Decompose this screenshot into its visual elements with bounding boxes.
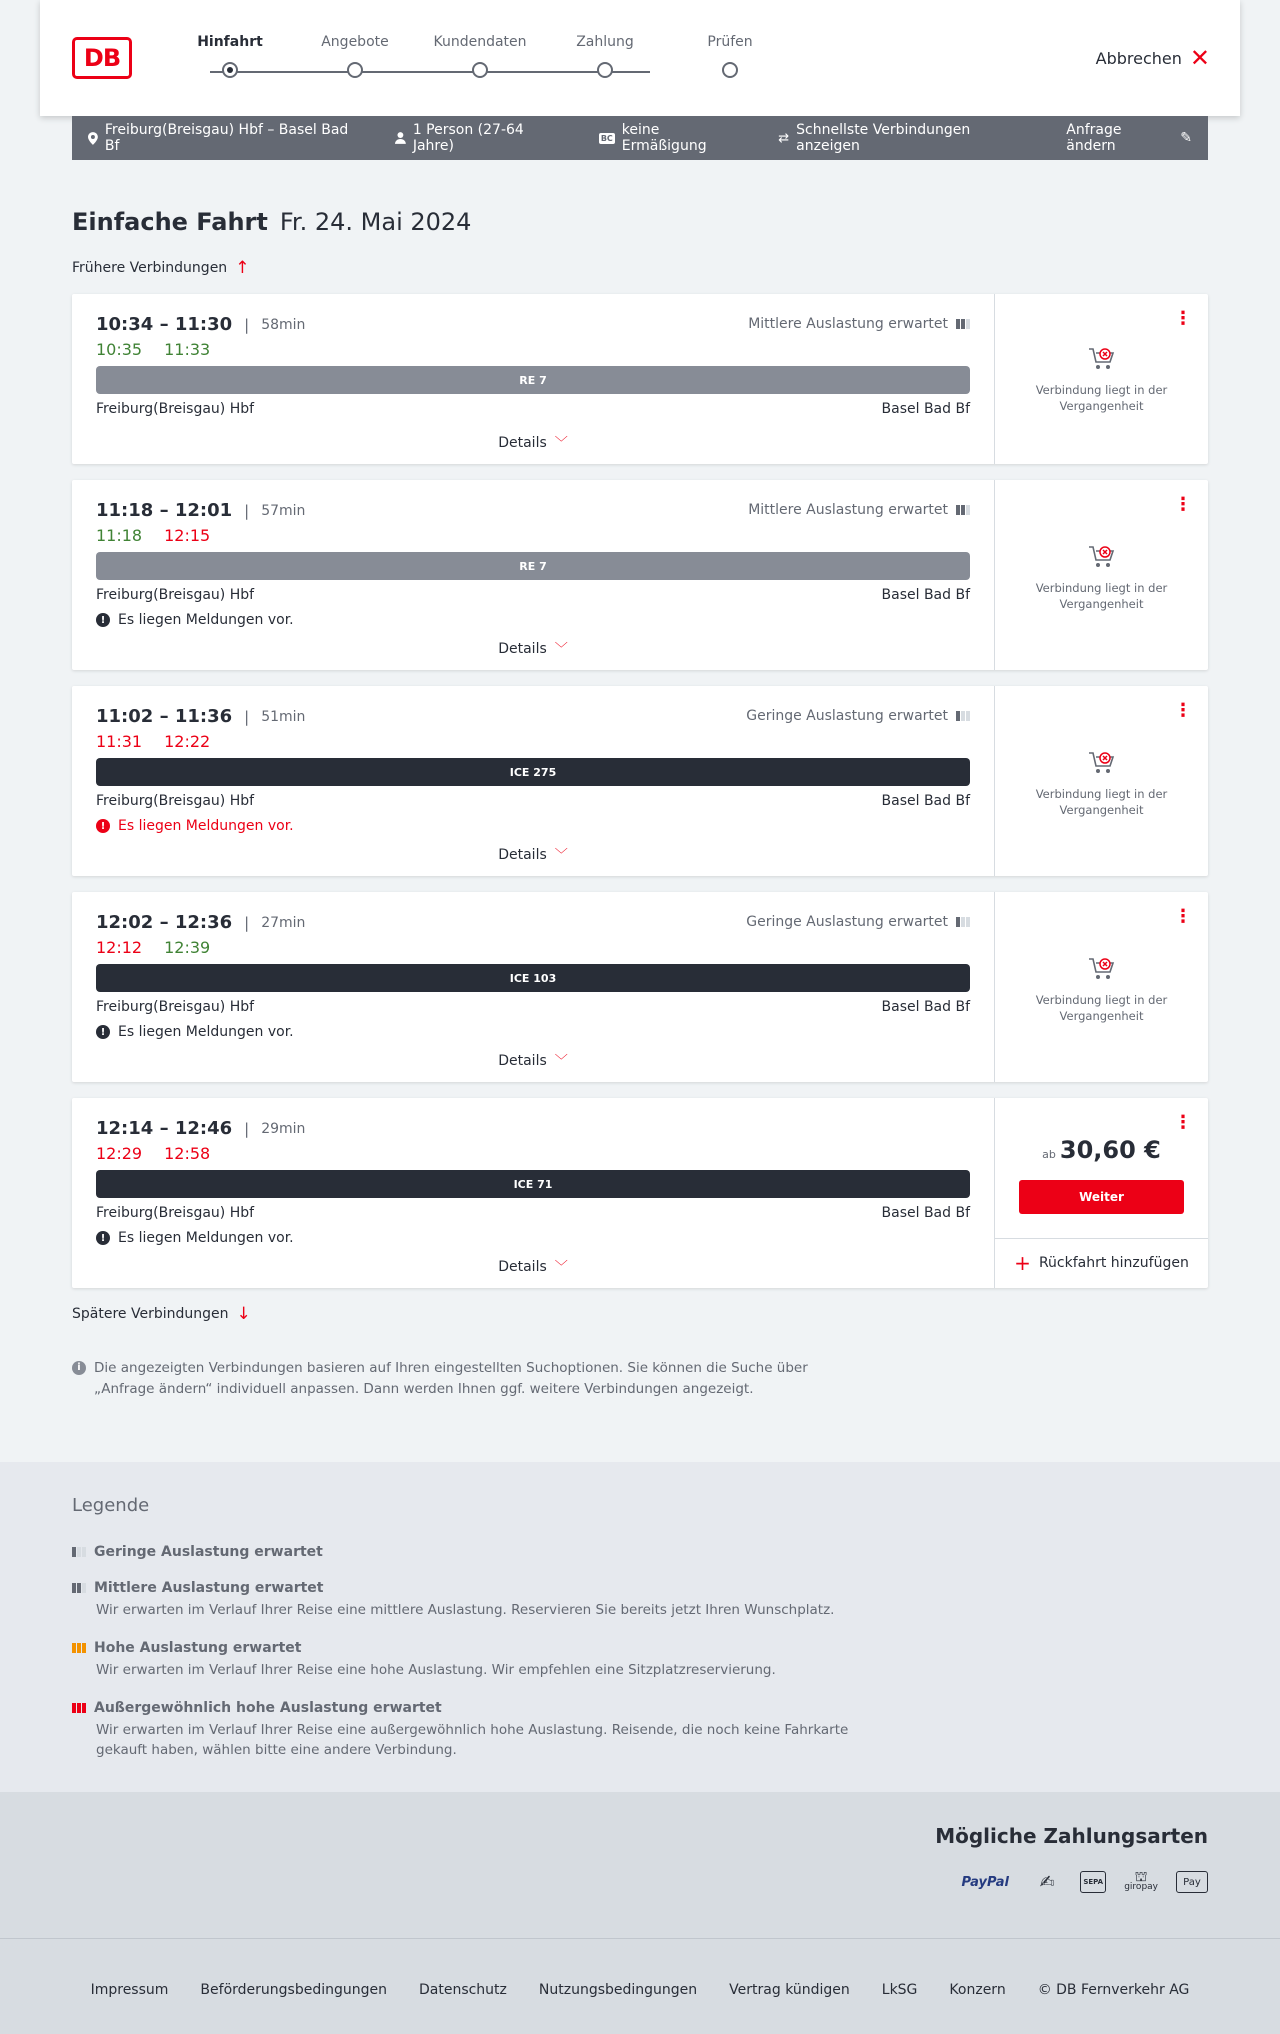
giropay-building-icon: ⛫ xyxy=(1134,1869,1148,1885)
footer-links xyxy=(0,1982,1280,1998)
cancel-label: Abbrechen xyxy=(1095,48,1182,68)
planned-times-text: 11:18 – 12:01 xyxy=(96,500,233,521)
offer-panel xyxy=(994,1098,1208,1288)
legend-title: Legende xyxy=(72,1495,150,1516)
divider: | xyxy=(244,913,250,932)
apple-pay-icon xyxy=(1176,1871,1208,1893)
more-options-icon[interactable]: ⋮ xyxy=(1174,906,1192,927)
occupancy-text: Mittlere Auslastung erwartet xyxy=(748,502,948,518)
connection-card xyxy=(72,892,1208,1082)
add-return-label: Rückfahrt hinzufügen xyxy=(1038,1254,1189,1271)
details-toggle[interactable] xyxy=(72,432,994,451)
origin-station: Freiburg(Breisgau) Hbf xyxy=(96,1205,255,1221)
discount-text: keine Ermäßigung xyxy=(621,122,707,154)
realtime-times xyxy=(96,526,210,545)
connection-main xyxy=(72,686,994,876)
footer-link-lksg[interactable]: LkSG xyxy=(881,1982,918,1998)
payment-title: Mögliche Zahlungsarten xyxy=(935,1824,1208,1848)
occupancy-indicator xyxy=(746,914,970,930)
price-value: 30,60 € xyxy=(1059,1136,1161,1164)
giropay-label: giropay xyxy=(1124,1882,1158,1892)
planned-times xyxy=(96,314,305,335)
train-bar[interactable]: RE 7 xyxy=(96,366,970,394)
realtime-departure: 11:31 xyxy=(96,732,143,751)
details-label: Details xyxy=(498,1053,547,1069)
occupancy-indicator xyxy=(748,316,970,332)
duration: 57min xyxy=(261,502,306,519)
occupancy-icon xyxy=(956,319,970,329)
step-hinfahrt xyxy=(170,34,290,50)
earlier-connections-link[interactable] xyxy=(72,258,249,278)
legend-item-low xyxy=(72,1544,872,1560)
details-toggle[interactable] xyxy=(72,1256,994,1275)
alert-icon: ! xyxy=(96,1231,110,1245)
later-connections-link[interactable] xyxy=(72,1304,251,1324)
realtime-arrival: 12:22 xyxy=(164,732,211,751)
details-label: Details xyxy=(498,641,547,657)
realtime-arrival: 12:15 xyxy=(164,526,211,545)
later-connections-label: Spätere Verbindungen xyxy=(72,1306,229,1322)
stepper-line xyxy=(210,71,650,73)
bahncard-icon: BC xyxy=(600,133,613,143)
occupancy-indicator xyxy=(746,708,970,724)
origin-station: Freiburg(Breisgau) Hbf xyxy=(96,793,255,809)
destination-station: Basel Bad Bf xyxy=(881,999,970,1015)
duration: 51min xyxy=(261,708,306,725)
offer-panel xyxy=(994,294,1208,464)
legend-item-desc: Wir erwarten im Verlauf Ihrer Reise eine außergewöhnlich hohe Auslastung. Reisende, die noch keine Fahrkarte gekauft haben, wählen bitte eine andere Verbindung. xyxy=(96,1722,849,1758)
details-label: Details xyxy=(498,847,547,863)
legend-item-desc: Wir erwarten im Verlauf Ihrer Reise eine hohe Auslastung. Wir empfehlen eine Sitzplatzreservierung. xyxy=(96,1662,776,1678)
step-label: Prüfen xyxy=(707,34,753,50)
footer-link-befoerderungsbedingungen[interactable]: Beförderungsbedingungen xyxy=(200,1982,387,1998)
step-label: Hinfahrt xyxy=(197,34,263,50)
train-bar[interactable]: RE 7 xyxy=(96,552,970,580)
legend-item-title: Mittlere Auslastung erwartet xyxy=(94,1580,324,1596)
past-connection-notice xyxy=(995,956,1208,1024)
planned-times xyxy=(96,706,305,727)
divider: | xyxy=(244,707,250,726)
step-dot xyxy=(472,62,488,78)
info-icon: i xyxy=(72,1361,86,1375)
footer-link-datenschutz[interactable]: Datenschutz xyxy=(418,1982,507,1998)
footer-link-vertrag-kuendigen[interactable]: Vertrag kündigen xyxy=(729,1982,850,1998)
stations xyxy=(96,587,970,603)
footer-link-nutzungsbedingungen[interactable]: Nutzungsbedingungen xyxy=(538,1982,698,1998)
person-icon xyxy=(395,132,406,144)
chevron-down-icon: ﹀ xyxy=(554,642,568,657)
earlier-connections-label: Frühere Verbindungen xyxy=(72,260,228,276)
trip-date: Fr. 24. Mai 2024 xyxy=(279,208,472,236)
cancel-button[interactable] xyxy=(1096,46,1210,70)
cart-unavailable-icon xyxy=(1088,544,1116,570)
destination-station: Basel Bad Bf xyxy=(881,587,970,603)
page-title xyxy=(72,208,471,236)
close-icon: ✕ xyxy=(1189,44,1210,72)
legend-item-title: Hohe Auslastung erwartet xyxy=(94,1640,302,1656)
occupancy-high-icon xyxy=(72,1643,86,1653)
continue-button[interactable]: Weiter xyxy=(1019,1180,1184,1214)
occupancy-icon xyxy=(956,711,970,721)
duration: 58min xyxy=(261,316,306,333)
planned-times-text: 10:34 – 11:30 xyxy=(96,314,233,335)
occupancy-text: Geringe Auslastung erwartet xyxy=(746,914,948,930)
more-options-icon[interactable]: ⋮ xyxy=(1174,700,1192,721)
cart-unavailable-icon xyxy=(1088,750,1116,776)
fastest-summary xyxy=(778,122,1034,154)
step-dot xyxy=(722,62,738,78)
plus-icon: + xyxy=(1014,1250,1031,1275)
step-dot xyxy=(597,62,613,78)
footer xyxy=(0,1938,1280,2034)
apple-pay-label: Pay xyxy=(1183,1876,1201,1888)
planned-times-text: 12:14 – 12:46 xyxy=(96,1118,233,1139)
chevron-down-icon: ﹀ xyxy=(554,436,568,451)
service-message-text: Es liegen Meldungen vor. xyxy=(118,1230,294,1246)
train-bar[interactable]: ICE 103 xyxy=(96,964,970,992)
planned-times xyxy=(96,912,305,933)
giropay-icon xyxy=(1124,1870,1158,1894)
passenger-summary xyxy=(395,122,567,154)
realtime-times xyxy=(96,1144,210,1163)
price xyxy=(995,1136,1208,1164)
realtime-departure: 12:29 xyxy=(96,1144,143,1163)
connection-card xyxy=(72,1098,1208,1288)
db-logo[interactable]: DB xyxy=(72,37,132,79)
connection-main xyxy=(72,1098,994,1288)
destination-station: Basel Bad Bf xyxy=(881,401,970,417)
occupancy-text: Geringe Auslastung erwartet xyxy=(746,708,948,724)
details-toggle[interactable] xyxy=(72,638,994,657)
cart-unavailable-icon xyxy=(1088,346,1116,372)
past-text: Verbindung liegt in der Vergangenheit xyxy=(1035,383,1168,413)
planned-times-text: 11:02 – 11:36 xyxy=(96,706,233,727)
past-text: Verbindung liegt in der Vergangenheit xyxy=(1035,787,1168,817)
chevron-down-icon: ﹀ xyxy=(554,848,568,863)
service-message-text: Es liegen Meldungen vor. xyxy=(118,612,294,628)
fastest-text: Schnellste Verbindungen anzeigen xyxy=(796,122,971,154)
credit-card-signature-icon: ✍ xyxy=(1039,1871,1055,1893)
arrow-up-icon: ↑ xyxy=(235,258,250,278)
past-text: Verbindung liegt in der Vergangenheit xyxy=(1035,581,1168,611)
edit-request-button[interactable] xyxy=(1066,122,1192,154)
occupancy-indicator xyxy=(748,502,970,518)
route-text: Freiburg(Breisgau) Hbf – Basel Bad Bf xyxy=(104,122,349,154)
past-text: Verbindung liegt in der Vergangenheit xyxy=(1035,993,1168,1023)
step-zahlung xyxy=(545,34,665,50)
details-toggle[interactable] xyxy=(72,1050,994,1069)
search-info-text: Die angezeigten Verbindungen basieren auf Ihren eingestellten Suchoptionen. Sie können die Suche über „Anfrage ändern“ individuell anpassen. Dann werden Ihnen ggf. weitere Verbindungen angezeigt. xyxy=(94,1360,808,1397)
alert-icon: ! xyxy=(96,613,110,627)
legend-item-desc: Wir erwarten im Verlauf Ihrer Reise eine mittlere Auslastung. Reservieren Sie bereits jetzt Ihren Wunschplatz. xyxy=(96,1602,835,1618)
price-prefix: ab xyxy=(1042,1148,1056,1161)
connection-main xyxy=(72,480,994,670)
service-message xyxy=(96,818,294,834)
step-label: Kundendaten xyxy=(433,34,527,50)
occupancy-medium-icon xyxy=(72,1583,86,1593)
stations xyxy=(96,1205,970,1221)
origin-station: Freiburg(Breisgau) Hbf xyxy=(96,999,255,1015)
divider: | xyxy=(244,315,250,334)
realtime-arrival: 11:33 xyxy=(164,340,211,359)
service-message-text: Es liegen Meldungen vor. xyxy=(118,1024,294,1040)
sepa-direct-debit-icon: SEPA xyxy=(1080,1871,1106,1893)
train-bar[interactable]: ICE 275 xyxy=(96,758,970,786)
stations xyxy=(96,793,970,809)
duration: 29min xyxy=(261,1120,306,1137)
realtime-departure: 10:35 xyxy=(96,340,143,359)
legend-item-high xyxy=(72,1640,872,1680)
offer-panel xyxy=(994,892,1208,1082)
past-connection-notice xyxy=(995,346,1208,414)
occupancy-icon xyxy=(956,505,970,515)
more-options-icon[interactable]: ⋮ xyxy=(1174,494,1192,515)
past-connection-notice xyxy=(995,544,1208,612)
step-dot xyxy=(347,62,363,78)
alert-icon: ! xyxy=(96,1025,110,1039)
realtime-arrival: 12:39 xyxy=(164,938,211,957)
step-kundendaten xyxy=(420,34,540,50)
realtime-times xyxy=(96,938,210,957)
planned-times xyxy=(96,500,305,521)
connection-main xyxy=(72,892,994,1082)
occupancy-text: Mittlere Auslastung erwartet xyxy=(748,316,948,332)
chevron-down-icon: ﹀ xyxy=(554,1054,568,1069)
destination-station: Basel Bad Bf xyxy=(881,1205,970,1221)
payment-methods-section xyxy=(0,1792,1280,1938)
offer-panel xyxy=(994,480,1208,670)
progress-stepper xyxy=(170,34,753,84)
route-summary xyxy=(88,122,363,154)
footer-copyright: © DB Fernverkehr AG xyxy=(1037,1982,1190,1998)
occupancy-very-high-icon xyxy=(72,1703,86,1713)
realtime-departure: 11:18 xyxy=(96,526,143,545)
occupancy-icon xyxy=(956,917,970,927)
step-label: Zahlung xyxy=(576,34,634,50)
add-return-button[interactable] xyxy=(995,1238,1208,1286)
details-label: Details xyxy=(498,1259,547,1275)
realtime-departure: 12:12 xyxy=(96,938,143,957)
offer-panel xyxy=(994,686,1208,876)
details-toggle[interactable] xyxy=(72,844,994,863)
discount-summary xyxy=(599,122,746,154)
connection-card xyxy=(72,294,1208,464)
divider: | xyxy=(244,1119,250,1138)
destination-station: Basel Bad Bf xyxy=(881,793,970,809)
pencil-icon: ✎ xyxy=(1180,130,1192,146)
duration: 27min xyxy=(261,914,306,931)
legend-item-title: Außergewöhnlich hohe Auslastung erwartet xyxy=(94,1700,442,1716)
step-dot-active xyxy=(222,62,238,78)
legend-section xyxy=(0,1462,1280,1792)
search-info-note xyxy=(72,1358,852,1400)
more-options-icon[interactable]: ⋮ xyxy=(1174,1112,1192,1133)
planned-times xyxy=(96,1118,305,1139)
arrow-down-icon: ↓ xyxy=(236,1304,251,1324)
service-message-text: Es liegen Meldungen vor. xyxy=(118,818,294,834)
realtime-times xyxy=(96,340,210,359)
service-message xyxy=(96,612,294,628)
details-label: Details xyxy=(498,435,547,451)
legend-item-very-high xyxy=(72,1700,872,1760)
step-label: Angebote xyxy=(321,34,389,50)
alert-icon: ! xyxy=(96,819,110,833)
service-message xyxy=(96,1230,294,1246)
service-message xyxy=(96,1024,294,1040)
origin-station: Freiburg(Breisgau) Hbf xyxy=(96,401,255,417)
search-summary-bar xyxy=(72,116,1208,160)
train-bar[interactable]: ICE 71 xyxy=(96,1170,970,1198)
connection-main xyxy=(72,294,994,464)
paypal-icon: PayPal xyxy=(961,1874,1009,1890)
edit-request-label: Anfrage ändern xyxy=(1066,122,1122,154)
realtime-times xyxy=(96,732,210,751)
step-angebote xyxy=(295,34,415,50)
footer-link-impressum[interactable]: Impressum xyxy=(90,1982,169,1998)
legend-item-medium xyxy=(72,1580,872,1620)
chevron-down-icon: ﹀ xyxy=(554,1260,568,1275)
planned-times-text: 12:02 – 12:36 xyxy=(96,912,233,933)
more-options-icon[interactable]: ⋮ xyxy=(1174,308,1192,329)
footer-link-konzern[interactable]: Konzern xyxy=(949,1982,1006,1998)
trip-type-title: Einfache Fahrt xyxy=(72,208,268,236)
connection-card xyxy=(72,686,1208,876)
swap-arrows-icon: ⇄ xyxy=(778,130,790,146)
origin-station: Freiburg(Breisgau) Hbf xyxy=(96,587,255,603)
realtime-arrival: 12:58 xyxy=(164,1144,211,1163)
stations xyxy=(96,401,970,417)
past-connection-notice xyxy=(995,750,1208,818)
connection-card xyxy=(72,480,1208,670)
step-pruefen xyxy=(670,34,790,50)
occupancy-low-icon xyxy=(72,1547,86,1557)
divider: | xyxy=(244,501,250,520)
cart-unavailable-icon xyxy=(1088,956,1116,982)
header xyxy=(40,0,1240,116)
location-pin-icon xyxy=(88,132,98,145)
legend-item-title: Geringe Auslastung erwartet xyxy=(94,1544,323,1560)
stations xyxy=(96,999,970,1015)
passenger-text: 1 Person (27-64 Jahre) xyxy=(412,122,524,154)
payment-icons xyxy=(956,1870,1208,1894)
